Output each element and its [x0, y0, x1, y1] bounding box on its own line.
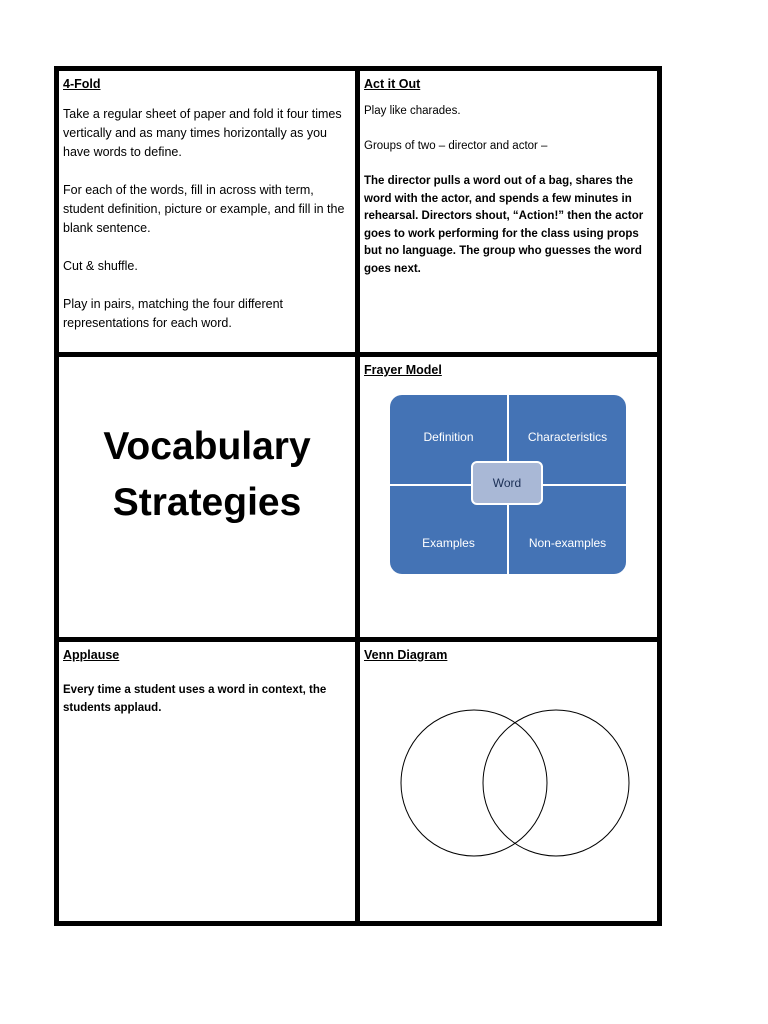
strategy-grid [54, 66, 662, 926]
page-title [59, 419, 355, 531]
frayer-model-heading: Frayer Model [364, 363, 442, 377]
frayer-model-cell [360, 357, 657, 637]
title-cell [59, 357, 355, 637]
act-it-out-paragraph: Groups of two – director and actor – [364, 140, 548, 152]
applause-heading: Applause [63, 648, 120, 662]
four-fold-paragraph: Cut & shuffle. [63, 259, 138, 273]
act-it-out-body [364, 103, 650, 296]
venn-left-circle [401, 710, 547, 856]
venn-right-circle [483, 710, 629, 856]
frayer-definition-label: Definition [423, 430, 474, 445]
act-it-out-heading: Act it Out [364, 77, 421, 91]
frayer-examples-label: Examples [422, 535, 475, 550]
four-fold-paragraph: For each of the words, fill in across with term, student definition, picture or example, and fill in the blank sentence. [63, 183, 345, 235]
act-it-out-paragraph: The director pulls a word out of a bag, shares the word with the actor, and spends a few minutes in rehearsal. Directors shout, “Action!” then the actor goes to work performing for the class using props but no language. The group who guesses the word goes next. [364, 175, 644, 275]
venn-diagram [360, 642, 657, 921]
four-fold-body [63, 105, 353, 352]
four-fold-paragraph: Play in pairs, matching the four different representations for each word. [63, 297, 284, 330]
frayer-word-box: Word [471, 461, 543, 505]
title-line-2: Strategies [112, 481, 302, 524]
act-it-out-paragraph: Play like charades. [364, 105, 461, 117]
title-line-1: Vocabulary [103, 425, 311, 468]
four-fold-cell [59, 71, 355, 352]
venn-diagram-heading: Venn Diagram [364, 648, 448, 662]
applause-body: Every time a student uses a word in context, the students applaud. [63, 684, 327, 714]
frayer-non-examples-label: Non-examples [528, 535, 607, 550]
four-fold-paragraph: Take a regular sheet of paper and fold it four times vertically and as many times horizontally as you have words to define. [63, 107, 342, 159]
frayer-model-diagram [390, 395, 626, 574]
frayer-characteristics-label: Characteristics [527, 430, 608, 445]
applause-cell [59, 642, 355, 921]
venn-diagram-cell [360, 642, 657, 921]
four-fold-heading: 4-Fold [63, 77, 101, 91]
act-it-out-cell [360, 71, 657, 352]
